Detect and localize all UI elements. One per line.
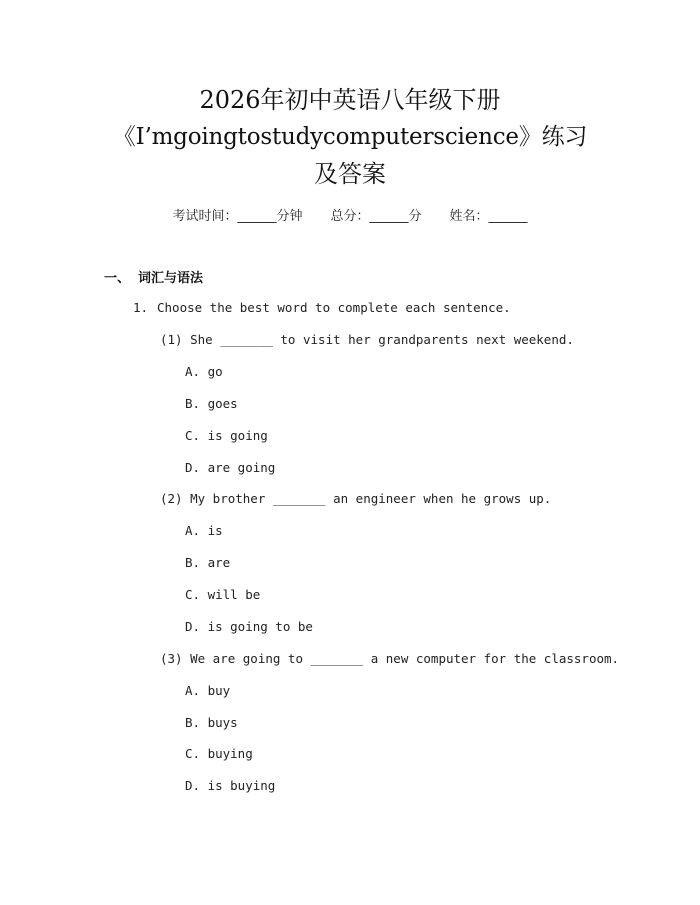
exam-time-field: 考试时间：______分钟 [172, 209, 303, 224]
option-1a: A. go [185, 364, 223, 379]
sub-question-1: (1) She _______ to visit her grandparents next weekend. [160, 332, 574, 347]
option-3d: D. is buying [185, 778, 276, 793]
option-2d: D. is going to be [185, 619, 313, 634]
option-2b: B. are [185, 555, 231, 570]
option-3c: C. buying [185, 746, 253, 761]
section-heading [104, 267, 203, 286]
student-name-field: 姓名：______ [449, 209, 528, 224]
document-title-line-2: 《I’mgoingtostudycomputerscience》练习 [112, 124, 588, 150]
section-number: 一、 [104, 271, 131, 286]
option-1c: C. is going [185, 428, 268, 443]
sub-question-3: (3) We are going to _______ a new computer for the classroom. [160, 651, 620, 666]
option-2a: A. is [185, 523, 223, 538]
option-1d: D. are going [185, 460, 276, 475]
exam-info-row [0, 205, 700, 224]
document-title-line-3: 及答案 [314, 160, 386, 188]
option-3b: B. buys [185, 715, 238, 730]
question-instruction-text: Choose the best word to complete each sentence. [157, 300, 511, 315]
sub-question-2: (2) My brother _______ an engineer when he grows up. [160, 491, 552, 506]
question-number: 1. [133, 300, 149, 315]
section-title: 词汇与语法 [138, 271, 204, 286]
question-instruction [133, 300, 511, 315]
option-3a: A. buy [185, 683, 231, 698]
option-2c: C. will be [185, 587, 261, 602]
document-title-line-1: 2026年初中英语八年级下册 [199, 86, 501, 114]
option-1b: B. goes [185, 396, 238, 411]
total-score-field: 总分：______分 [330, 209, 422, 224]
